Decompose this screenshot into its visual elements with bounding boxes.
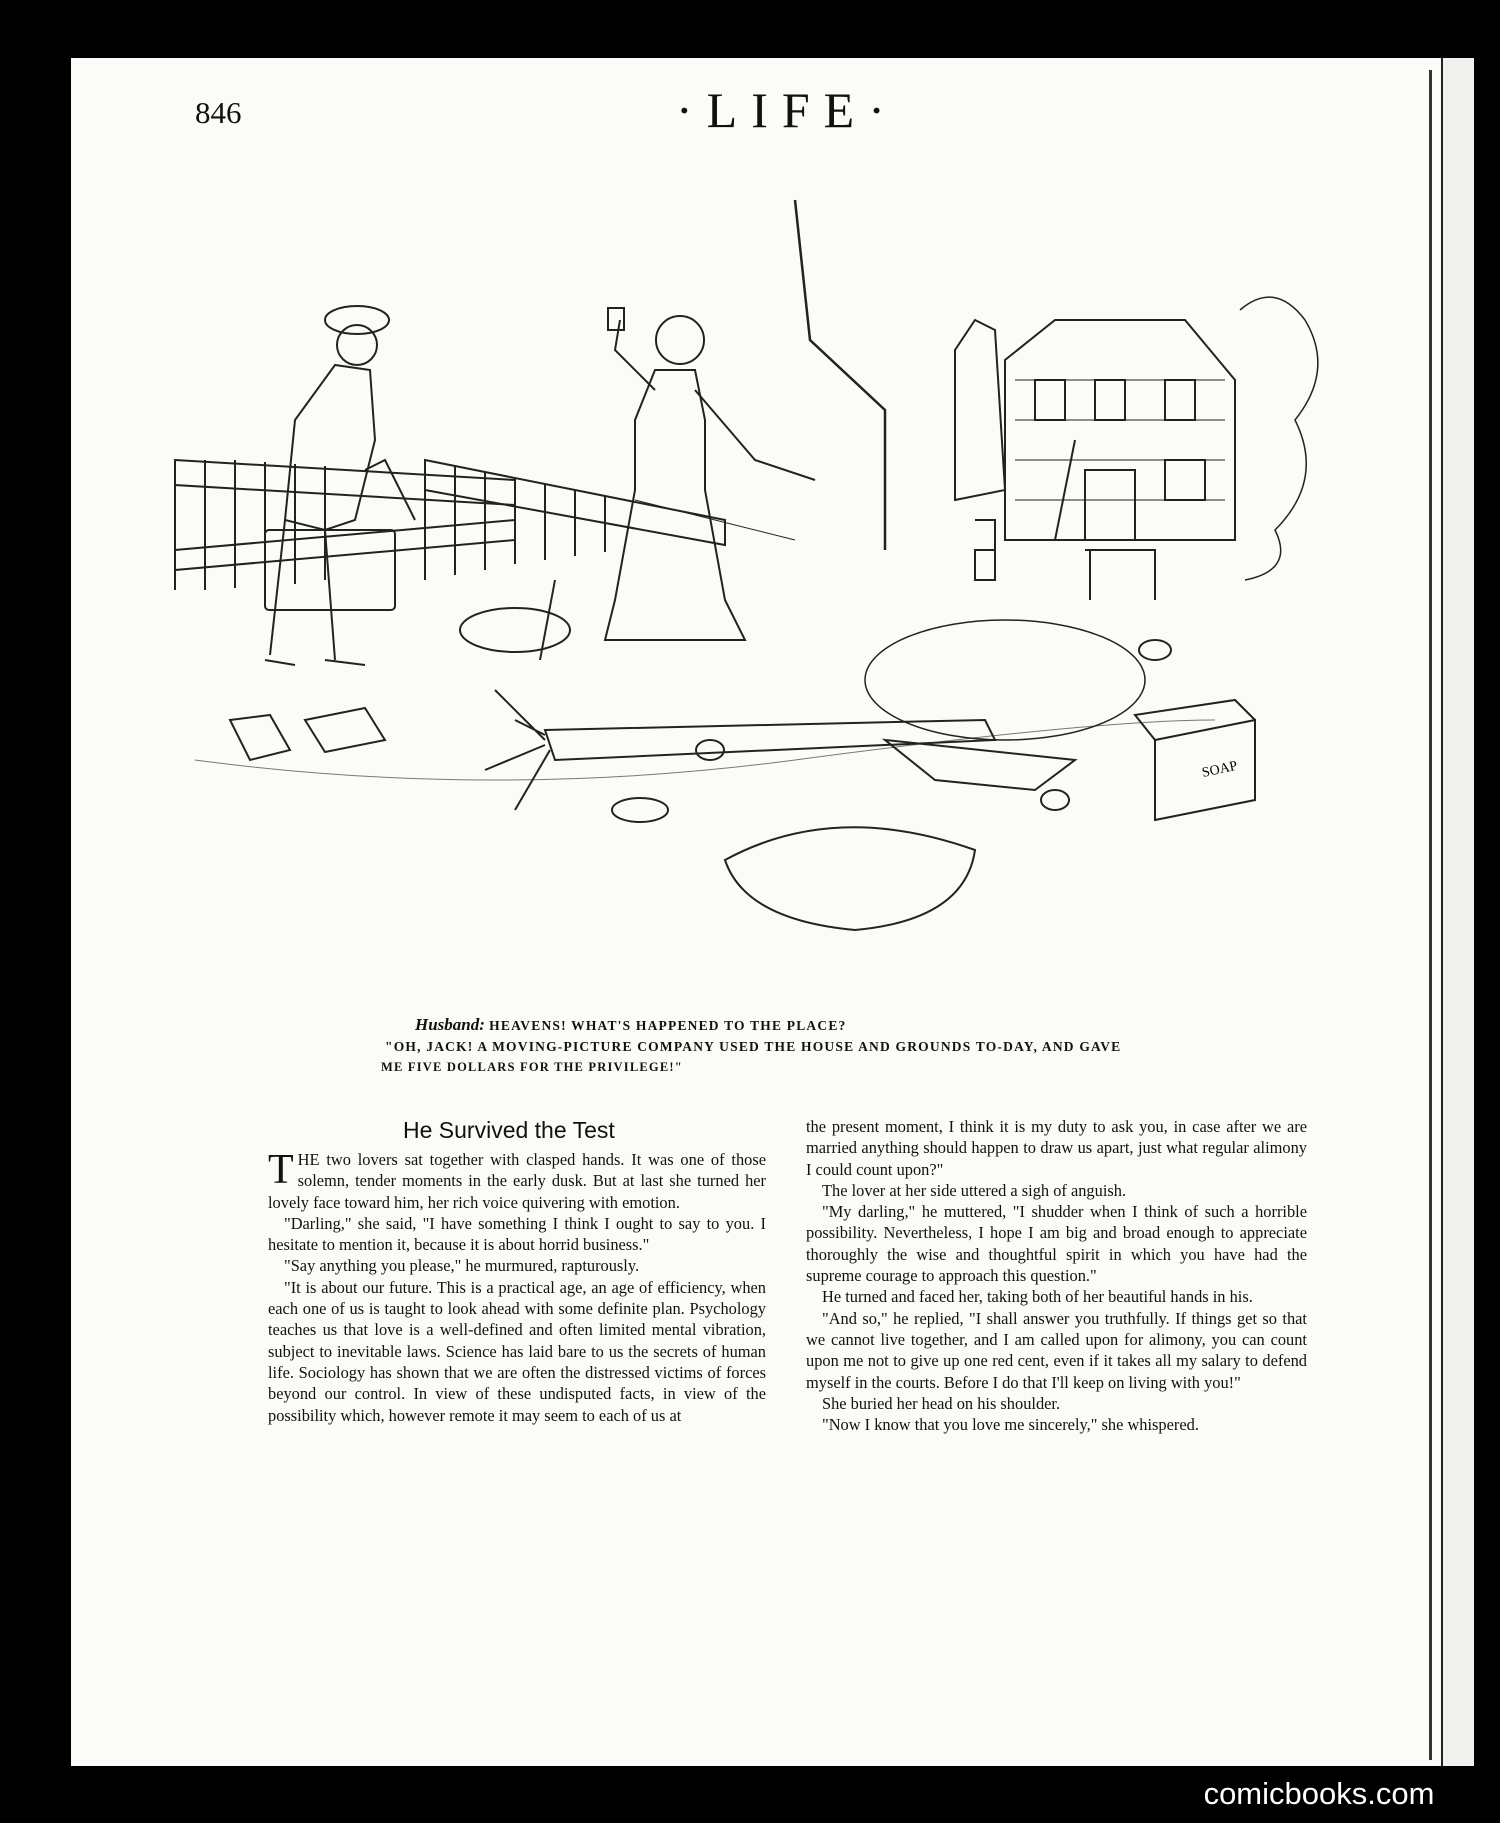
article-column-right — [806, 1116, 1307, 1435]
caption-line-1 — [415, 1015, 846, 1035]
plate — [612, 798, 668, 822]
article-paragraph: "My darling," he muttered, "I shudder when I think of such a horrible possibility. Nevertheless, I hope I am big and broad enough to appreciate thoroughly the wise and thoughtful spirit in which you have had the supreme courage to approach this question." — [806, 1202, 1307, 1286]
smoke — [1240, 297, 1318, 580]
article-paragraph: He turned and faced her, taking both of her beautiful hands in his. — [822, 1287, 1253, 1307]
bent-flagpole — [795, 200, 885, 550]
banknote — [608, 308, 624, 330]
damaged-house — [955, 297, 1318, 580]
caption-husband-line: HEAVENS! WHAT'S HAPPENED TO THE PLACE? — [489, 1018, 847, 1033]
dug-hole — [460, 608, 570, 652]
book — [230, 715, 290, 760]
umbrella — [885, 740, 1075, 790]
caption-speaker: Husband: — [415, 1015, 485, 1034]
caption-line-2: "OH, JACK! A MOVING-PICTURE COMPANY USED THE HOUSE AND GROUNDS TO-DAY, AND GAVE — [385, 1039, 1122, 1054]
article-paragraph: She buried her head on his shoulder. — [822, 1393, 1061, 1413]
crate-label: SOAP — [1200, 758, 1239, 781]
article-paragraph: THE two lovers sat together with clasped hands. It was one of those solemn, tender moments in the early dusk. But at last she turned her lovely face toward him, her rich voice quivering with emotion. — [268, 1147, 766, 1212]
article-paragraph: "Now I know that you love me sincerely," she whispered. — [822, 1415, 1199, 1435]
cartoon-illustration — [95, 160, 1365, 1015]
page-number: 846 — [195, 95, 242, 130]
article-column-left — [268, 1149, 766, 1426]
article-paragraph: "Darling," she said, "I have something I think I ought to say to you. I hesitate to mention it, because it is about horrid business." — [268, 1213, 766, 1255]
article-paragraph: "And so," he replied, "I shall answer you truthfully. If things get so that we cannot live together, and I am called upon for alimony, you can count upon me not to give up one red cent, even if it takes all my salary to defend myself in the courts. Before I do that I'll keep on living with you!" — [806, 1308, 1307, 1392]
wife-figure — [605, 308, 815, 640]
masthead-title: ·LIFE· — [676, 82, 899, 138]
picket-fence — [175, 460, 795, 590]
paper — [305, 708, 385, 752]
site-watermark: comicbooks.com — [1164, 1769, 1474, 1819]
binding-edge — [1429, 70, 1432, 1760]
adjacent-page-strip — [1441, 58, 1474, 1766]
story-title: He Survived the Test — [403, 1117, 615, 1143]
pillow — [725, 827, 975, 930]
drop-cap: T — [268, 1147, 294, 1193]
soap-crate — [1135, 700, 1255, 820]
husband-figure — [265, 306, 415, 665]
article-paragraph: "Say anything you please," he murmured, rapturously. — [284, 1256, 640, 1276]
article-paragraph: The lover at her side uttered a sigh of anguish. — [822, 1180, 1127, 1200]
caption-line-3: ME FIVE DOLLARS FOR THE PRIVILEGE!" — [381, 1060, 683, 1074]
article-paragraph: the present moment, I think it is my duty to ask you, in case after we are married anything should happen to draw us apart, just what regular alimony I could count upon?" — [806, 1117, 1307, 1179]
article-paragraph: "It is about our future. This is a practical age, an age of efficiency, when each one of us is taught to look ahead with some definite plan. Psychology teaches us that love is a well-defined and often limited mental vibration, subject to inevitable laws. Science has laid bare to us the secrets of human life. Sociology has shown that we are often the distressed victims of forces beyond our control. In view of these undisputed facts, in view of the possibility which, however remote it may seem to each of us at — [268, 1277, 766, 1425]
tin-can — [1139, 640, 1171, 660]
